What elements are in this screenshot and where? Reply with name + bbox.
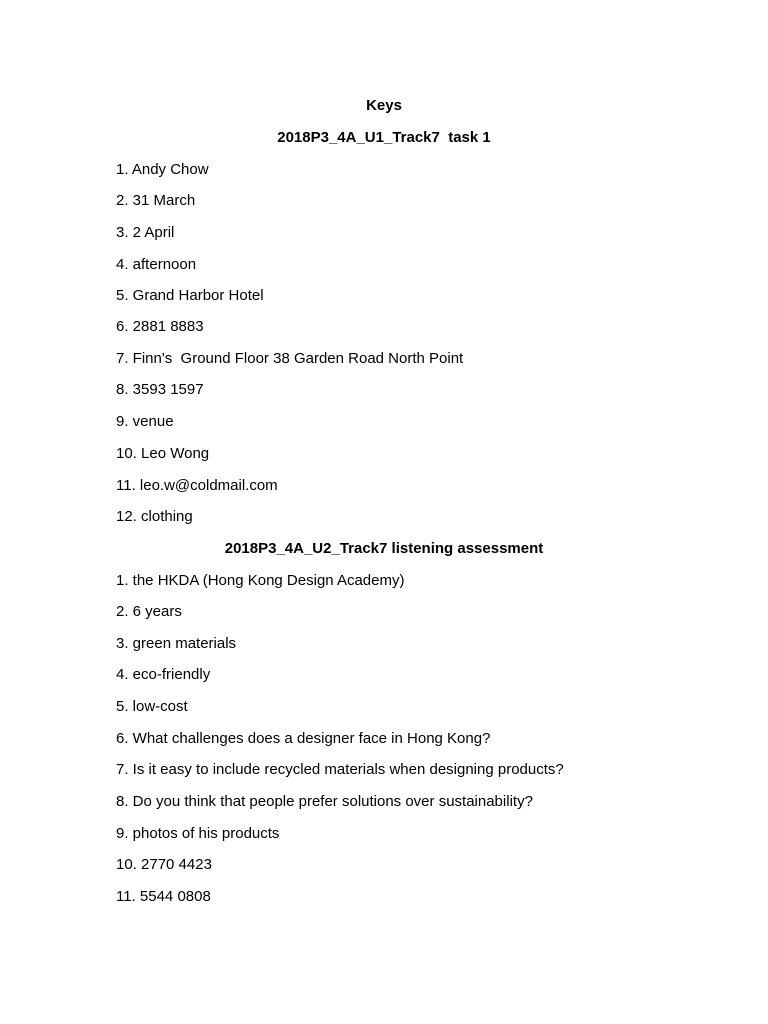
answer-item: 12. clothing — [116, 508, 193, 525]
answer-item: 9. venue — [116, 413, 174, 430]
answer-item: 7. Finn's Ground Floor 38 Garden Road North Point — [116, 350, 464, 367]
answer-item: 4. eco-friendly — [116, 666, 211, 683]
section1-heading: 2018P3_4A_U1_Track7 task 1 — [277, 129, 491, 146]
answer-item: 4. afternoon — [116, 256, 197, 273]
answer-item: 3. 2 April — [116, 224, 175, 241]
answer-item: 5. low-cost — [116, 698, 188, 715]
section2-heading: 2018P3_4A_U2_Track7 listening assessment — [224, 540, 544, 557]
answer-item: 3. green materials — [116, 635, 237, 652]
answer-item: 10. Leo Wong — [116, 445, 210, 462]
answer-item: 2. 31 March — [116, 192, 196, 209]
answer-item: 8. Do you think that people prefer solutions over sustainability? — [116, 793, 533, 810]
answer-item: 7. Is it easy to include recycled materials when designing products? — [116, 761, 564, 778]
answer-item: 8. 3593 1597 — [116, 381, 204, 398]
answer-item: 10. 2770 4423 — [116, 856, 212, 873]
answer-item: 11. 5544 0808 — [116, 888, 211, 905]
answer-item: 6. 2881 8883 — [116, 318, 204, 335]
answer-item: 9. photos of his products — [116, 825, 280, 842]
answer-item: 11. leo.w@coldmail.com — [116, 477, 278, 494]
answer-item: 5. Grand Harbor Hotel — [116, 287, 264, 304]
answer-item: 6. What challenges does a designer face in Hong Kong? — [116, 730, 491, 747]
answer-item: 1. the HKDA (Hong Kong Design Academy) — [116, 572, 405, 589]
answer-item: 1. Andy Chow — [116, 161, 209, 178]
answer-item: 2. 6 years — [116, 603, 182, 620]
document-title: Keys — [366, 97, 402, 114]
